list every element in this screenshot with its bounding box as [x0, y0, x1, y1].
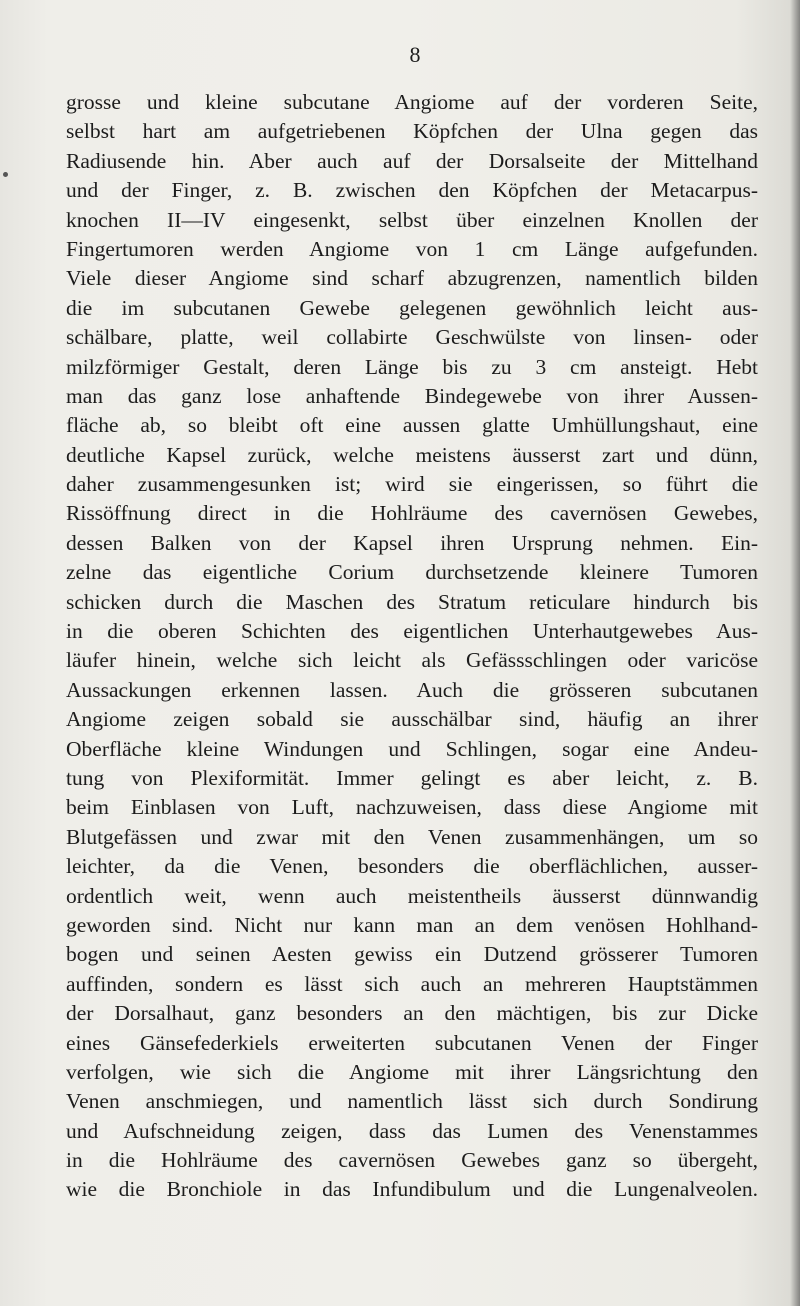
text-line: deutliche Kapsel zurück, welche meistens äusserst zart und dünn,: [66, 442, 758, 467]
text-line: Venen anschmiegen, und namentlich lässt sich durch Sondirung: [66, 1089, 758, 1114]
margin-speck: [3, 172, 8, 177]
text-line: beim Einblasen von Luft, nachzuweisen, dass diese Angiome mit: [66, 795, 758, 820]
text-line: die im subcutanen Gewebe gelegenen gewöhnlich leicht aus-: [66, 295, 758, 320]
text-line: der Dorsalhaut, ganz besonders an den mächtigen, bis zur Dicke: [66, 1001, 758, 1026]
page-edge-shadow: [790, 0, 800, 1306]
text-line: milzförmiger Gestalt, deren Länge bis zu 3 cm ansteigt. Hebt: [66, 354, 758, 379]
text-line: man das ganz lose anhaftende Bindegewebe von ihrer Aussen-: [66, 383, 758, 408]
text-line: bogen und seinen Aesten gewiss ein Dutzend grösserer Tumoren: [66, 942, 758, 967]
text-line: wie die Bronchiole in das Infundibulum und die Lungenalveolen.: [66, 1177, 758, 1202]
text-line: geworden sind. Nicht nur kann man an dem venösen Hohlhand-: [66, 912, 758, 937]
page-number: 8: [409, 42, 421, 67]
text-line: fläche ab, so bleibt oft eine aussen glatte Umhüllungshaut, eine: [66, 413, 758, 438]
text-line: Radiusende hin. Aber auch auf der Dorsalseite der Mittelhand: [66, 148, 758, 173]
text-line: läufer hinein, welche sich leicht als Gefässschlingen oder varicöse: [66, 648, 758, 673]
text-line: eines Gänsefederkiels erweiterten subcutanen Venen der Finger: [66, 1030, 758, 1055]
text-line: leichter, da die Venen, besonders die oberflächlichen, ausser-: [66, 854, 758, 879]
text-line: Viele dieser Angiome sind scharf abzugrenzen, namentlich bilden: [66, 266, 758, 291]
text-line: schälbare, platte, weil collabirte Geschwülste von linsen- oder: [66, 325, 758, 350]
text-line: und Aufschneidung zeigen, dass das Lumen des Venenstammes: [66, 1118, 758, 1143]
text-line: selbst hart am aufgetriebenen Köpfchen der Ulna gegen das: [66, 119, 758, 144]
text-line: knochen II—IV eingesenkt, selbst über einzelnen Knollen der: [66, 207, 758, 232]
text-line: Oberfläche kleine Windungen und Schlingen, sogar eine Andeu-: [66, 736, 758, 761]
text-line: grosse und kleine subcutane Angiome auf der vorderen Seite,: [66, 90, 758, 114]
text-line: zelne das eigentliche Corium durchsetzende kleinere Tumoren: [66, 560, 758, 585]
body-text: [66, 88, 758, 1205]
text-line: dessen Balken von der Kapsel ihren Ursprung nehmen. Ein-: [66, 530, 758, 555]
text-line: in die Hohlräume des cavernösen Gewebes ganz so übergeht,: [66, 1148, 758, 1173]
text-line: verfolgen, wie sich die Angiome mit ihrer Längsrichtung den: [66, 1059, 758, 1084]
text-line: Aussackungen erkennen lassen. Auch die grösseren subcutanen: [66, 677, 758, 702]
text-line: Angiome zeigen sobald sie ausschälbar sind, häufig an ihrer: [66, 707, 758, 732]
text-line: daher zusammengesunken ist; wird sie eingerissen, so führt die: [66, 472, 758, 497]
text-line: schicken durch die Maschen des Stratum reticulare hindurch bis: [66, 589, 758, 614]
text-line: auffinden, sondern es lässt sich auch an mehreren Hauptstämmen: [66, 971, 758, 996]
text-line: und der Finger, z. B. zwischen den Köpfchen der Metacarpus-: [66, 178, 758, 203]
text-line: ordentlich weit, wenn auch meistentheils äusserst dünnwandig: [66, 883, 758, 908]
text-line: Rissöffnung direct in die Hohlräume des cavernösen Gewebes,: [66, 501, 758, 526]
text-line: Blutgefässen und zwar mit den Venen zusammenhängen, um so: [66, 824, 758, 849]
text-line: in die oberen Schichten des eigentlichen Unterhautgewebes Aus-: [66, 619, 758, 644]
text-line: tung von Plexiformität. Immer gelingt es aber leicht, z. B.: [66, 765, 758, 790]
text-line: Fingertumoren werden Angiome von 1 cm Länge aufgefunden.: [66, 236, 758, 261]
